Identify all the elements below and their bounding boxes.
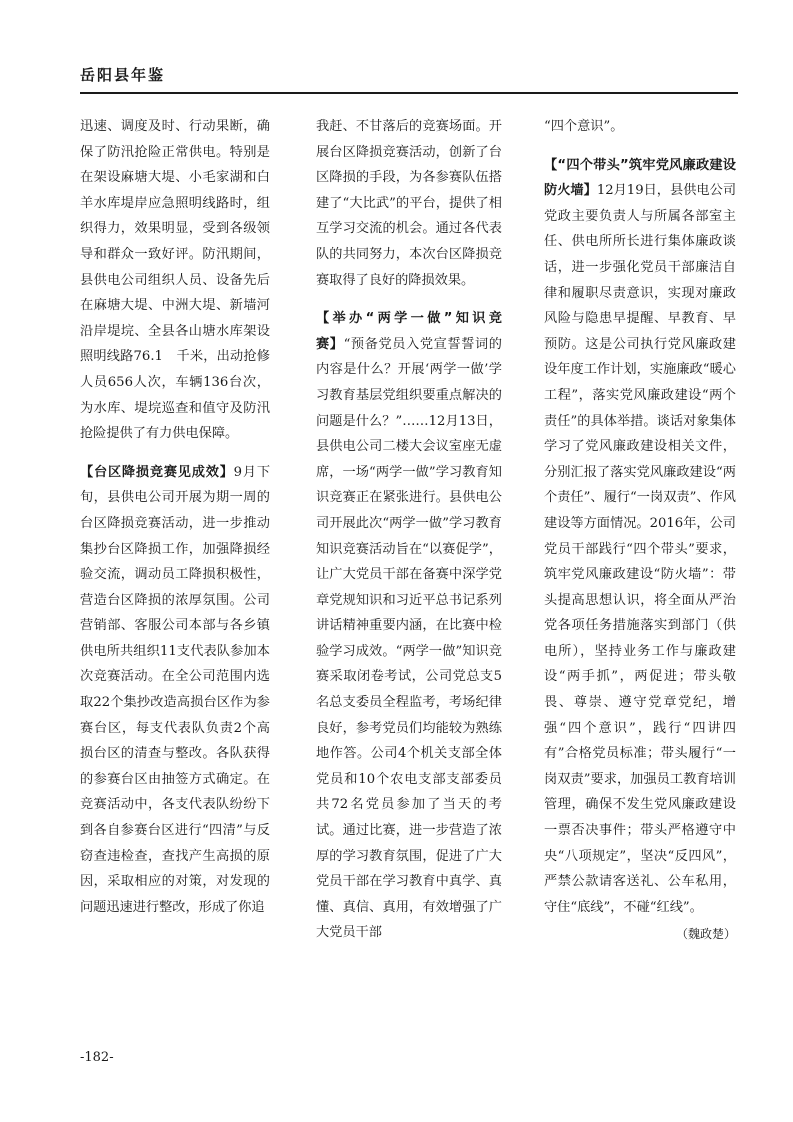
section-heading: 【“四个带头”筑牢党风廉政建设防火墙】	[544, 157, 736, 199]
paragraph-continuation: 迅速、调度及时、行动果断，确保了防汛抢险正常供电。特别是在架设麻塘大堤、小毛家湖和白羊水库堤岸应急照明线路时，组织得力，效果明显，受到各级领导和群众一致好评。防汛期间，县供电公司组织人员、设备先后在麻塘大堤、中洲大堤、新墙河沿岸堤垸、全县各山塘水库架设照明线路76.1 千米，出动抢修人员656人次，车辆136台次，为水库、堤垸巡查和值守及防汛抢险提供了有力供电保障。	[80, 119, 270, 442]
column-2	[316, 114, 502, 946]
section-taiqu-jiangsun	[80, 460, 270, 921]
author-byline: （魏政楚）	[675, 927, 736, 942]
section-heading: 【举办“两学一做”知识竞赛】	[316, 311, 502, 352]
paragraph-continuation: 我赶、不甘落后的竞赛场面。开展台区降损竞赛活动，创新了台区降损的手段，为各参赛队伍搭建了“大比武”的平台，提供了相互学习交流的机会。通过各代表队的共同努力，本次台区降损竞赛取得了良好的降损效果。	[316, 119, 502, 288]
running-head-title: 岳阳县年鉴	[80, 66, 166, 84]
paragraph-continuation: “四个意识”。	[544, 119, 624, 134]
section-sige-daitou	[544, 153, 736, 921]
column-3	[544, 114, 736, 948]
section-heading: 【台区降损竞赛见成效】	[80, 464, 234, 480]
header-rule	[80, 92, 738, 94]
section-body: 9月下旬，县供电公司开展为期一周的台区降损竞赛活动，进一步推动集抄台区降损工作，加强降损经验交流，调动员工降损积极性，营造台区降损的浓厚氛围。公司营销部、客服公司本部与各乡镇供电所共组织11支代表队参加本次竞赛活动。在全公司范围内选取22个集抄改造高损台区作为参赛台区，每支代表队负责2个高损台区的清查与整改。各队获得的参赛台区由抽签方式确定。在竞赛活动中，各支代表队纷纷下到各自参赛台区进行“四清”与反窃查违检查，查找产生高损的原因，采取相应的对策，对发现的问题迅速进行整改，形成了你追	[80, 464, 271, 915]
section-liangxue-yizuo	[316, 306, 502, 946]
section-body: 12月19日，县供电公司党政主要负责人与所属各部室主任、供电所所长进行集体廉政谈话，进一步强化党员干部廉洁自律和履职尽责意识，实现对廉政风险与隐患早提醒、早教育、早预防。这是公司执行党风廉政建设年度工作计划，实施廉政“暖心工程”，落实党风廉政建设“两个责任”的具体举措。谈话对象集体学习了党风廉政建设相关文件，分别汇报了落实党风廉政建设“两个责任”、履行“一岗双责”、作风建设等方面情况。2016年，公司党员干部践行“四个带头”要求，筑牢党风廉政建设“防火墙”：带头提高思想认识，将全面从严治党各项任务措施落实到部门（供电所），坚持业务工作与廉政建设“两手抓”，两促进；带头敬畏、尊崇、遵守党章党纪，增强“四个意识”，践行“四讲四有”合格党员标准；带头履行“一岗双责”要求，加强员工教育培训管理，确保不发生党风廉政建设一票否决事件；带头严格遵守中央“八项规定”，坚决“反四风”，严禁公款请客送礼、公车私用，守住“底线”，不碰“红线”。	[544, 183, 737, 915]
column-1	[80, 114, 270, 920]
section-body: “预备党员入党宣誓誓词的内容是什么？开展‘两学一做’学习教育基层党组织要重点解决的问题是什么？”……12月13日，县供电公司二楼大会议室座无虚席，一场“两学一做”学习教育知识竞赛正在紧张进行。县供电公司开展此次“两学一做”学习教育知识竞赛活动旨在“以赛促学”，让广大党员干部在备赛中深学党章党规知识和习近平总书记系列讲话精神重要内涵，在比赛中检验学习成效。“两学一做”知识竞赛采取闭卷考试，公司党总支5名总支委员全程监考，考场纪律良好，参考党员们均能较为熟练地作答。公司4个机关支部全体党员和10个农电支部支部委员共72名党员参加了当天的考试。通过比赛，进一步营造了浓厚的学习教育氛围，促进了广大党员干部在学习教育中真学、真懂、真信、真用，有效增强了广大党员干部	[316, 336, 502, 941]
page-number: -182-	[80, 1050, 114, 1065]
